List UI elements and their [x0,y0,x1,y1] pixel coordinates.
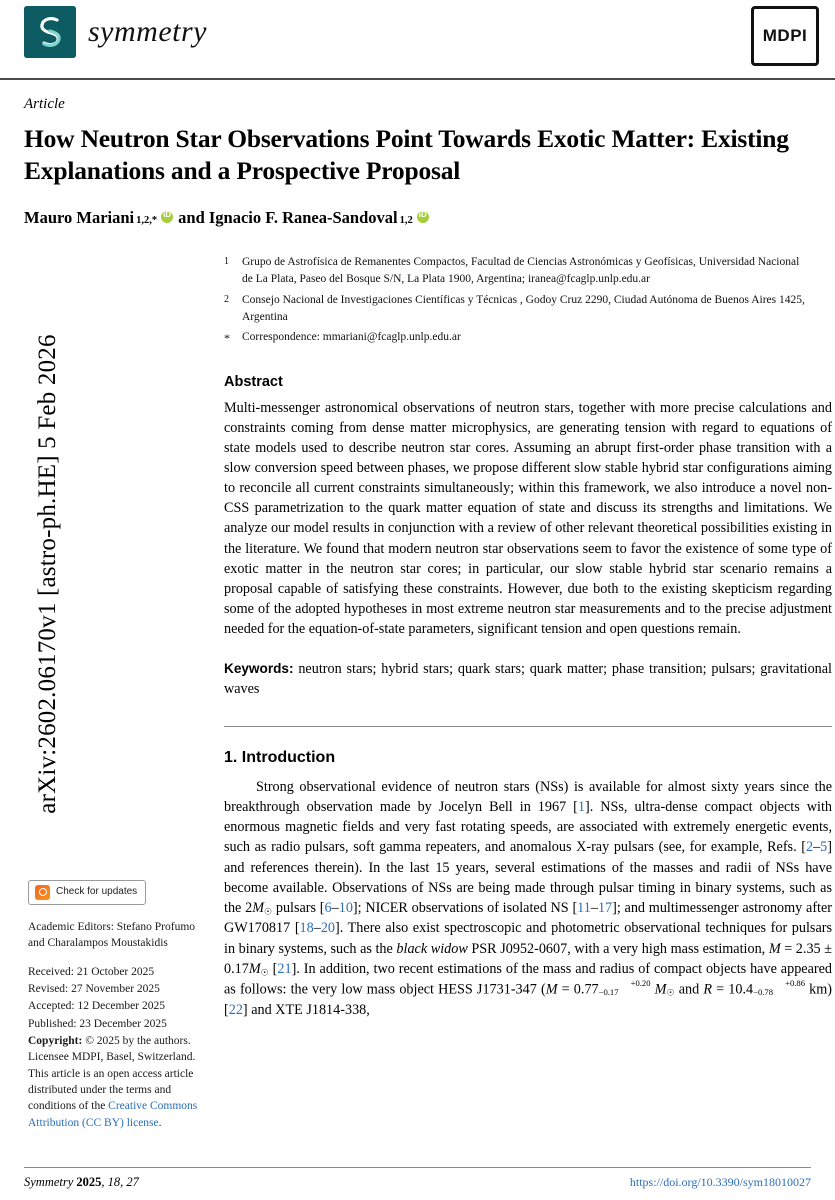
affiliation-text: Grupo de Astrofísica de Remanentes Compactos, Facultad de Ciencias Astronómicas y Geofísicas, Universidad Nacional de La Plata, Paseo del Bosque S/N, La Plata 1900, Argentina; iranea@fcaglp.unlp.edu.ar [242,256,800,285]
copyright-end: . [158,1116,162,1129]
copyright-notice [28,1033,200,1131]
page-title: How Neutron Star Observations Point Towards Exotic Matter: Existing Explanations and a Prospective Proposal [24,124,789,185]
date-received: Received: 21 October 2025 [28,965,155,978]
footer-year: 2025 [76,1175,102,1189]
citation-link[interactable]: 11 [577,900,591,917]
citation-link[interactable]: 20 [320,920,336,937]
arxiv-stamp: arXiv:2602.06170v1 [astro-ph.HE] 5 Feb 2026 [34,334,61,814]
citation-link[interactable]: 17 [597,900,613,917]
copyright-label: Copyright: [28,1034,83,1047]
citation-link[interactable]: 6 [324,900,332,917]
section-divider [224,726,832,727]
citation-link[interactable]: 22 [228,1001,243,1018]
mdpi-badge[interactable]: MDPI [751,6,819,66]
article-main [24,96,833,1020]
symmetry-logo-icon [24,6,76,58]
author-1-affil-marks: 1,2,* [136,215,158,227]
citation-link[interactable]: 5 [820,839,828,856]
date-published: Published: 23 December 2025 [28,1017,167,1030]
affiliation-text: Consejo Nacional de Investigaciones Científicas y Técnicas , Godoy Cruz 2290, Ciudad Autónoma de Buenos Aires 1425, Argentina [242,293,805,323]
keywords-values: neutron stars; hybrid stars; quark stars; quark matter; phase transition; pulsars; gravitational waves [224,660,833,697]
correspondence-text: Correspondence: mmariani@fcaglp.unlp.edu.ar [242,331,461,344]
affiliations [224,254,810,348]
footer-journal: Symmetry [24,1175,74,1189]
keywords [224,659,832,700]
affiliation-marker: 1 [224,256,229,268]
keywords-label: Keywords: [224,660,294,676]
journal-name: symmetry [88,15,207,48]
date-revised: Revised: 27 November 2025 [28,982,160,995]
author-1-name: Mauro Mariani [24,208,135,228]
footer-divider [24,1167,811,1168]
correspondence-marker: * [224,331,230,346]
affiliation-marker: 2 [224,293,229,305]
header-divider [0,78,835,80]
academic-editors: Academic Editors: Stefano Profumo and Charalampos Moustakidis [28,921,196,950]
author-2-affil-marks: 1,2 [399,215,413,227]
citation-link[interactable]: 10 [338,900,353,917]
citation-link[interactable]: 1 [577,798,585,815]
footer-citation [24,1175,139,1190]
citation-link[interactable]: 21 [277,960,292,977]
citation-link[interactable]: 2 [805,839,814,856]
footer-volume: , 18, 27 [101,1175,139,1189]
affiliation-item [224,254,810,288]
orcid-icon[interactable] [161,211,173,223]
footer-doi-link[interactable]: https://doi.org/10.3390/sym18010027 [629,1175,811,1189]
author-list [24,208,810,228]
section-heading-introduction: 1. Introduction [224,748,336,766]
journal-logo[interactable] [24,6,207,58]
copyright-body: © 2025 by the authors. Licensee MDPI, Basel, Switzerland. This article is an open access article distributed under the terms and conditions of the [28,1034,196,1113]
affiliation-item [224,292,810,326]
check-for-updates-label: Check for updates [56,886,138,898]
abstract-heading: Abstract [224,373,283,390]
introduction-paragraph: Strong observational evidence of neutron stars (NSs) is available for almost sixty years since the breakthrough observation made by Jocelyn Bell in 1967 [1]. NSs, ultra-dense compact objects with enormous magnetic fields and very fast rotating speeds, are associated with extremely energetic events, such as radio pulsars, soft gamma repeaters, and anomalous X-ray pulsars (see, for example, Refs. [2–5] and references therein). In the last 15 years, several estimations of the masses and radii of NSs have become available. Observations of NSs are being made through pulsar timing in binary systems, such as the $2M_☉$ pulsars [6–10]; NICER observations of isolated NS [11–17]; and multimessenger astronomy after GW170817 [18–20]. There also exist spectroscopic and photometric observational techniques for pulsars in binary systems, such as the black widow PSR J0952-0607, with a very high mass estimation, $M = 2.35 \pm 0.17M_☉$ [21]. In addition, two recent estimations of the mass and radius of compact objects have appeared as follows: the very low mass object HESS J1731-347 (M = 0.77 +0.20 −0.17 $M_☉$ and R = 10.4 +0.86 −0.78 km) [22] and XTE J1814-338, [224,778,833,1018]
page-footer [24,1175,811,1190]
orcid-icon[interactable] [417,211,429,223]
affiliation-item [224,329,810,348]
article-body [224,374,832,1020]
citation-link[interactable]: 18 [299,920,314,937]
author-join-text: and Ignacio F. Ranea-Sandoval [178,208,398,228]
date-accepted: Accepted: 12 December 2025 [28,1000,165,1013]
license-link[interactable]: Creative Commons Attribution (CC BY) license [28,1100,198,1129]
article-type: Article [24,96,65,112]
abstract-text: Multi-messenger astronomical observations of neutron stars, together with more precise calculations and constraints coming from dense matter microphysics, are generating tension with regard to equations of state models used to describe neutron star cores. Assuming an abrupt first-order phase transition with a slow conversion speed between phases, we propose different slow stable hybrid star configurations aiming to reconcile all current constraints simultaneously; within this framework, we also introduce a novel non-CSS parametrization to the quark matter equation of state and discuss its strengths and limitations. We analyze our model results in conjunction with a review of other relevant theoretical possibilities existing in the literature. We found that modern neutron star observations seem to favor the existence of some type of exotic matter in the neutron star cores; in particular, our slow stable hybrid star scenario remains a proposal capable of satisfying these constraints. However, due both to the existing skepticism regarding some of the adopted hypotheses in most extreme neutron star measurements and to the precise adjustment needed for the equation-of-state parameters, significant tension and open questions remain. [224,399,832,637]
